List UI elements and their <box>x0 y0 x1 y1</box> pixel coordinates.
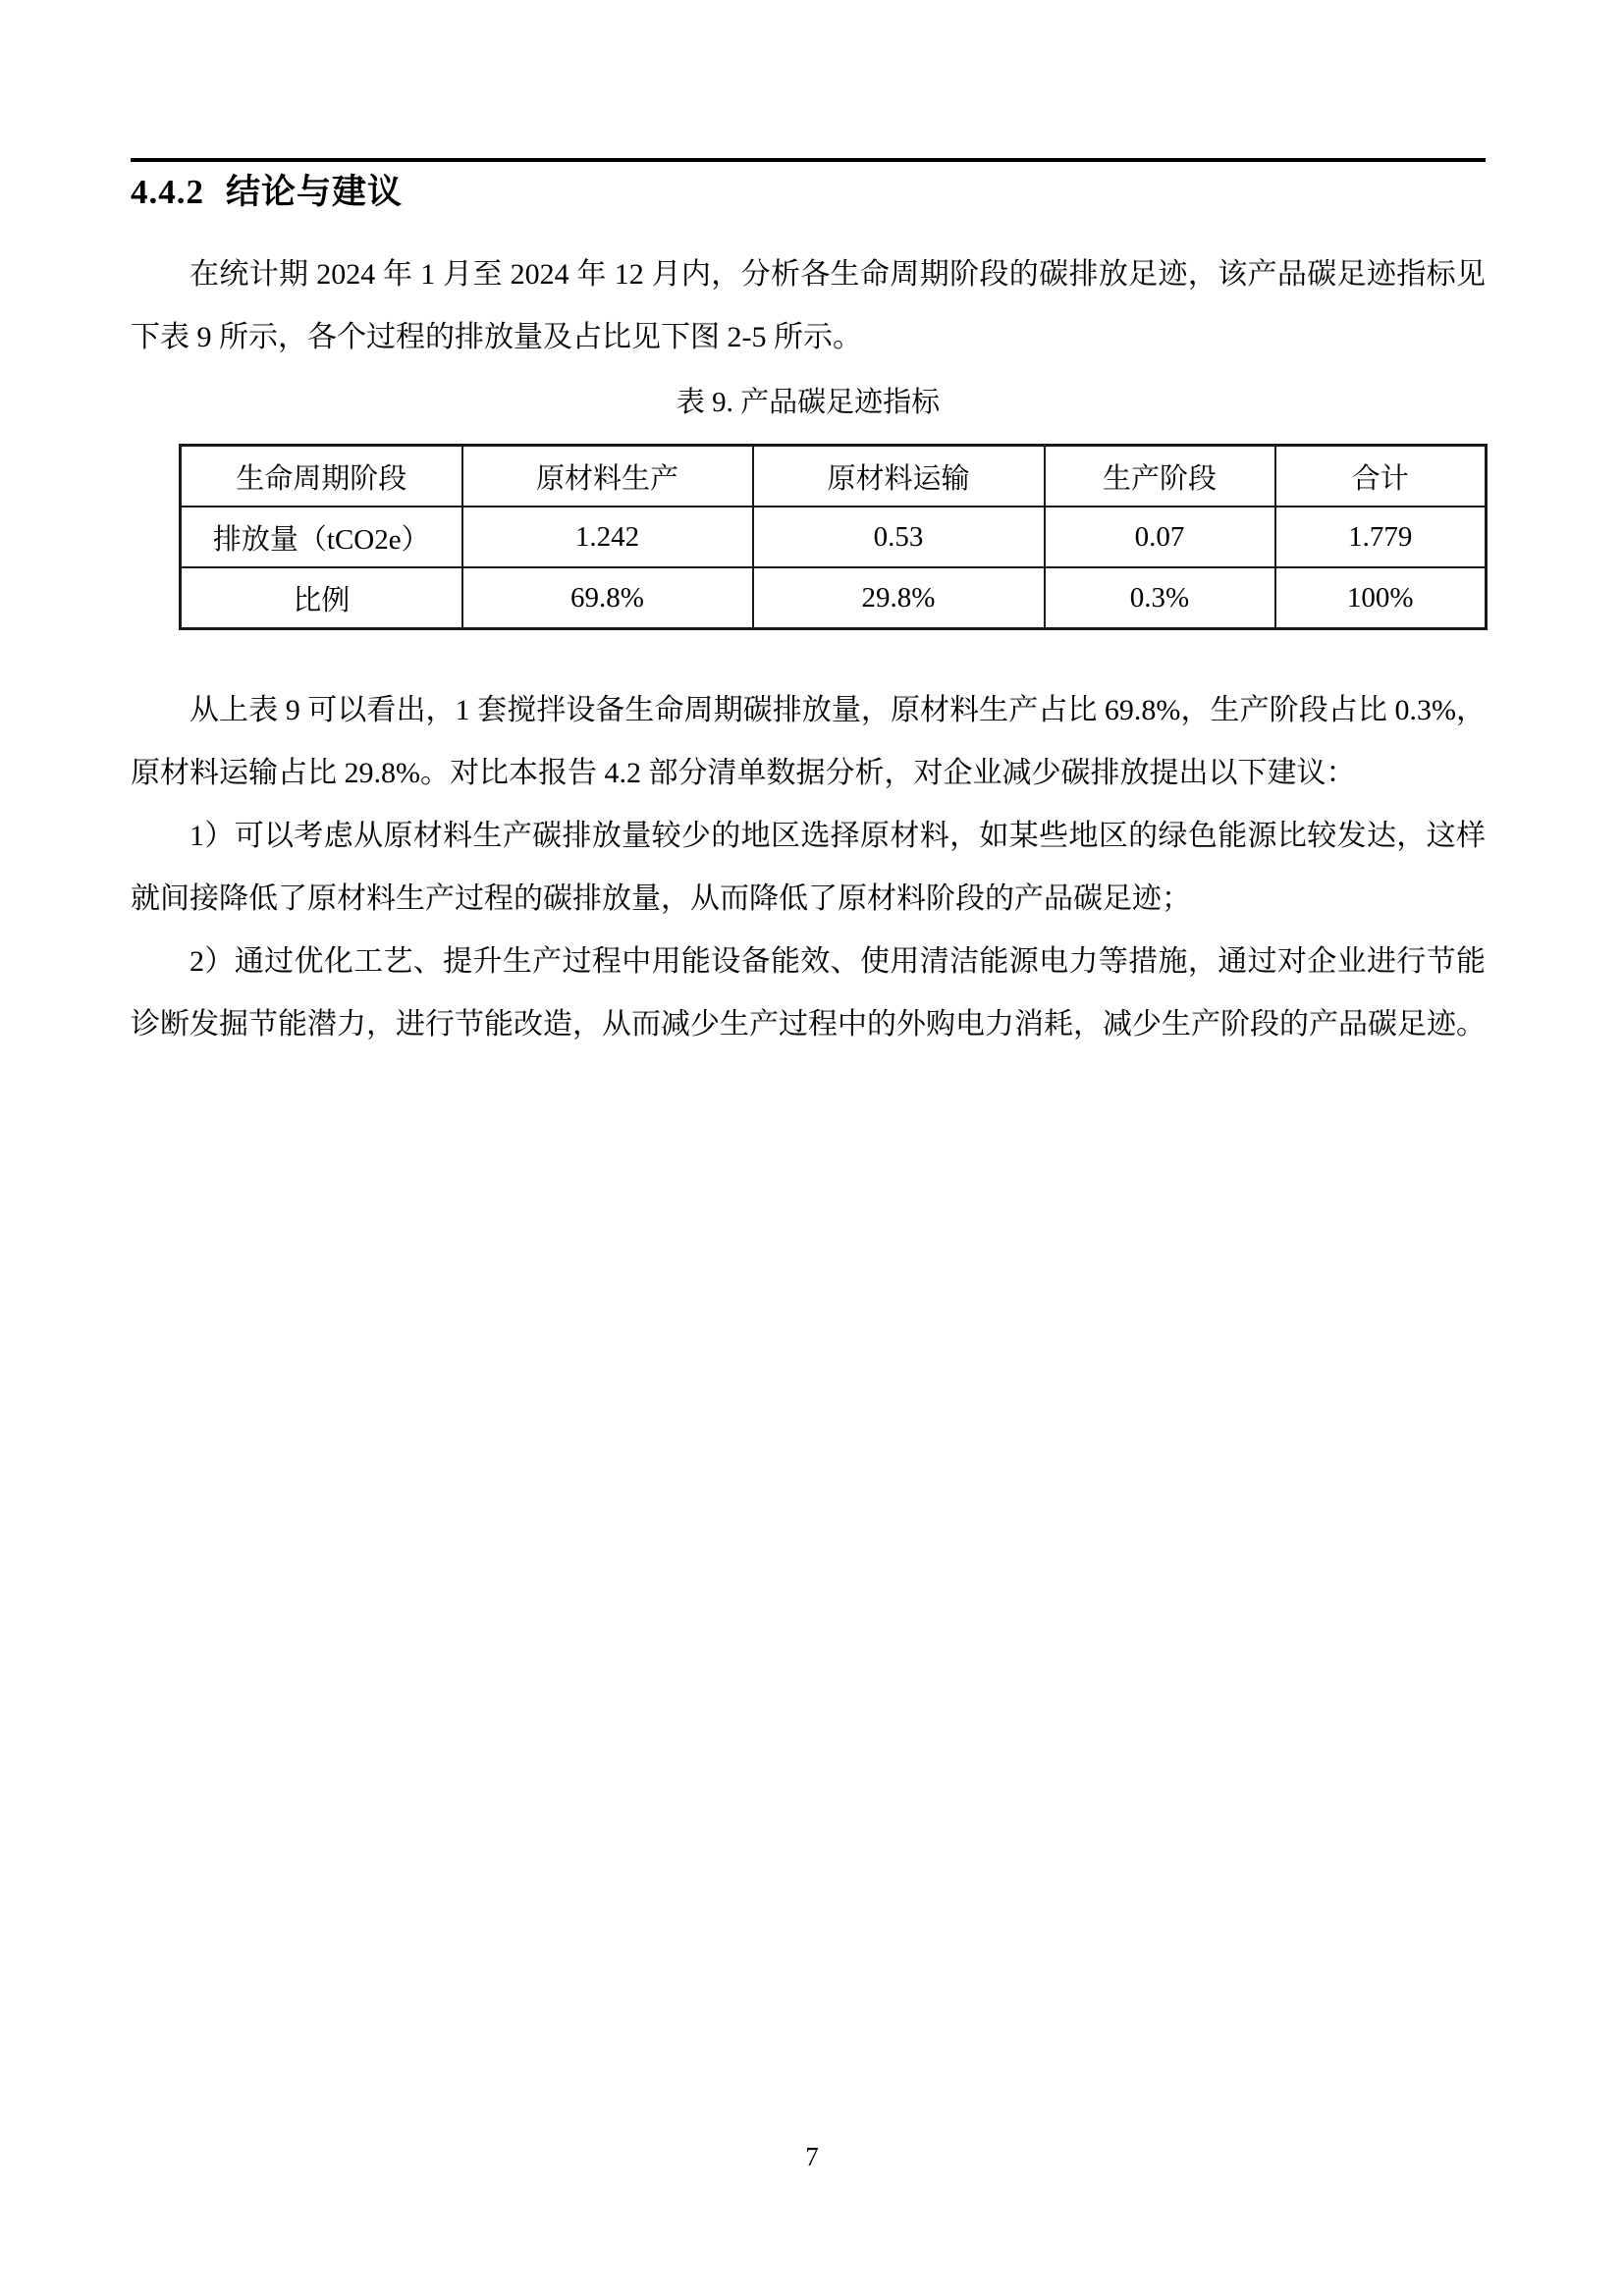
emissions-total: 1.779 <box>1275 507 1487 567</box>
content-column <box>131 158 1486 1056</box>
emissions-production-stage: 0.07 <box>1045 507 1275 567</box>
col-header-lifecycle-stage: 生命周期阶段 <box>181 446 462 507</box>
table-row-proportion <box>181 567 1487 629</box>
paragraph-analysis: 从上表 9 可以看出，1 套搅拌设备生命周期碳排放量，原材料生产占比 69.8%，生产阶段占比 0.3%，原材料运输占比 29.8%。对比本报告 4.2 部分清单数据分析，对企业减少碳排放提出以下建议： <box>131 694 1486 790</box>
table-caption: 表 9. 产品碳足迹指标 <box>676 387 941 419</box>
proportion-raw-material-production: 69.8% <box>462 567 753 629</box>
paragraph-suggestion-1: 1）可以考虑从原材料生产碳排放量较少的地区选择原材料，如某些地区的绿色能源比较发达，这样就间接降低了原材料生产过程的碳排放量，从而降低了原材料阶段的产品碳足迹； <box>131 820 1486 916</box>
proportion-raw-material-transport: 29.8% <box>753 567 1045 629</box>
row-label-proportion: 比例 <box>181 567 462 629</box>
section-title: 结论与建议 <box>226 173 404 211</box>
header-rule <box>131 158 1486 162</box>
section-number: 4.4.2 <box>131 173 204 211</box>
proportion-production-stage: 0.3% <box>1045 567 1275 629</box>
paragraph-suggestion-2: 2）通过优化工艺、提升生产过程中用能设备能效、使用清洁能源电力等措施，通过对企业进行节能诊断发掘节能潜力，进行节能改造，从而减少生产过程中的外购电力消耗，减少生产阶段的产品碳足迹。 <box>131 945 1486 1041</box>
col-header-raw-material-production: 原材料生产 <box>462 446 753 507</box>
table-header-row <box>181 446 1487 507</box>
paragraph-intro: 在统计期 2024 年 1 月至 2024 年 12 月内，分析各生命周期阶段的碳排放足迹，该产品碳足迹指标见下表 9 所示，各个过程的排放量及占比见下图 2-5 所示。 <box>131 258 1486 354</box>
emissions-raw-material-production: 1.242 <box>462 507 753 567</box>
carbon-footprint-table <box>179 444 1488 630</box>
proportion-total: 100% <box>1275 567 1487 629</box>
page-number: 7 <box>805 2142 819 2171</box>
col-header-production-stage: 生产阶段 <box>1045 446 1275 507</box>
col-header-total: 合计 <box>1275 446 1487 507</box>
table-row-emissions <box>181 507 1487 567</box>
section-heading <box>131 170 1486 215</box>
col-header-raw-material-transport: 原材料运输 <box>753 446 1045 507</box>
row-label-emissions: 排放量（tCO2e） <box>181 507 462 567</box>
emissions-raw-material-transport: 0.53 <box>753 507 1045 567</box>
